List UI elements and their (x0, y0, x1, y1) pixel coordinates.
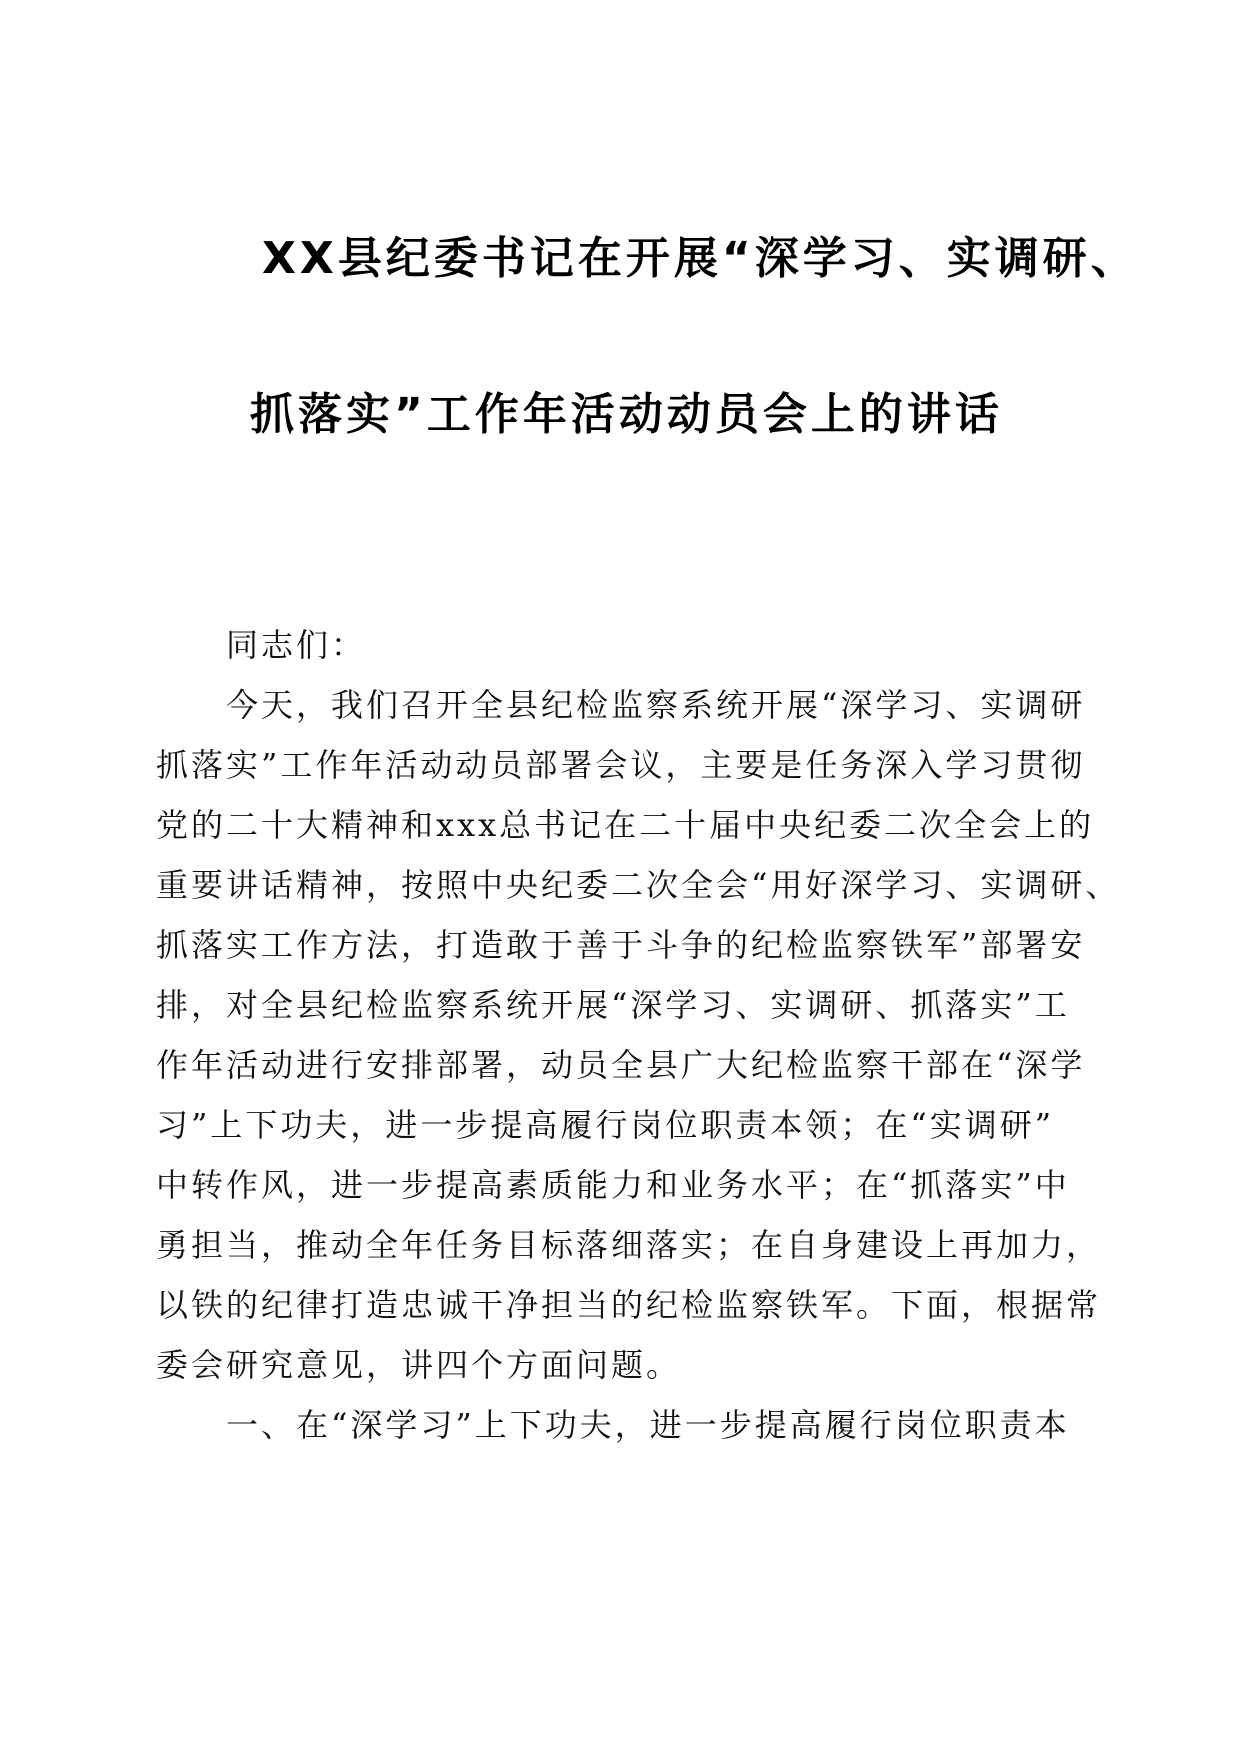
section-heading-line: 一、在“深学习”上下功夫，进一步提高履行岗位职责本 (156, 1406, 1070, 1444)
paragraph-line: 重要讲话精神，按照中央纪委二次全会“用好深学习、实调研、 (156, 866, 1121, 904)
paragraph-line: 排，对全县纪检监察系统开展“深学习、实调研、抓落实”工 (156, 986, 1070, 1024)
paragraph-line: 勇担当，推动全年任务目标落细落实；在自身建设上再加力， (156, 1226, 1102, 1264)
paragraph-line: 党的二十大精神和xxx总书记在二十届中央纪委二次全会上的 (156, 806, 1095, 844)
paragraph-line: 以铁的纪律打造忠诚干净担当的纪检监察铁军。下面，根据常 (156, 1286, 1102, 1324)
paragraph-line: 抓落实工作方法，打造敢于善于斗争的纪检监察铁军”部署安 (156, 926, 1086, 964)
paragraph-line: 习”上下功夫，进一步提高履行岗位职责本领；在“实调研” (156, 1106, 1055, 1144)
document-title-line-1: XX县纪委书记在开展“深学习、实调研、 (262, 233, 1139, 284)
paragraph-line: 今天，我们召开全县纪检监察系统开展“深学习、实调研 (156, 686, 1086, 724)
paragraph-line: 委会研究意见，讲四个方面问题。 (156, 1346, 682, 1384)
paragraph-line: 中转作风，进一步提高素质能力和业务水平；在“抓落实”中 (156, 1166, 1070, 1204)
salutation-line: 同志们： (156, 626, 367, 664)
paragraph-line: 作年活动进行安排部署，动员全县广大纪检监察干部在“深学 (156, 1046, 1086, 1084)
document-title-line-2: 抓落实”工作年活动动员会上的讲话 (250, 389, 1003, 440)
paragraph-line: 抓落实”工作年活动动员部署会议，主要是任务深入学习贯彻 (156, 746, 1086, 784)
